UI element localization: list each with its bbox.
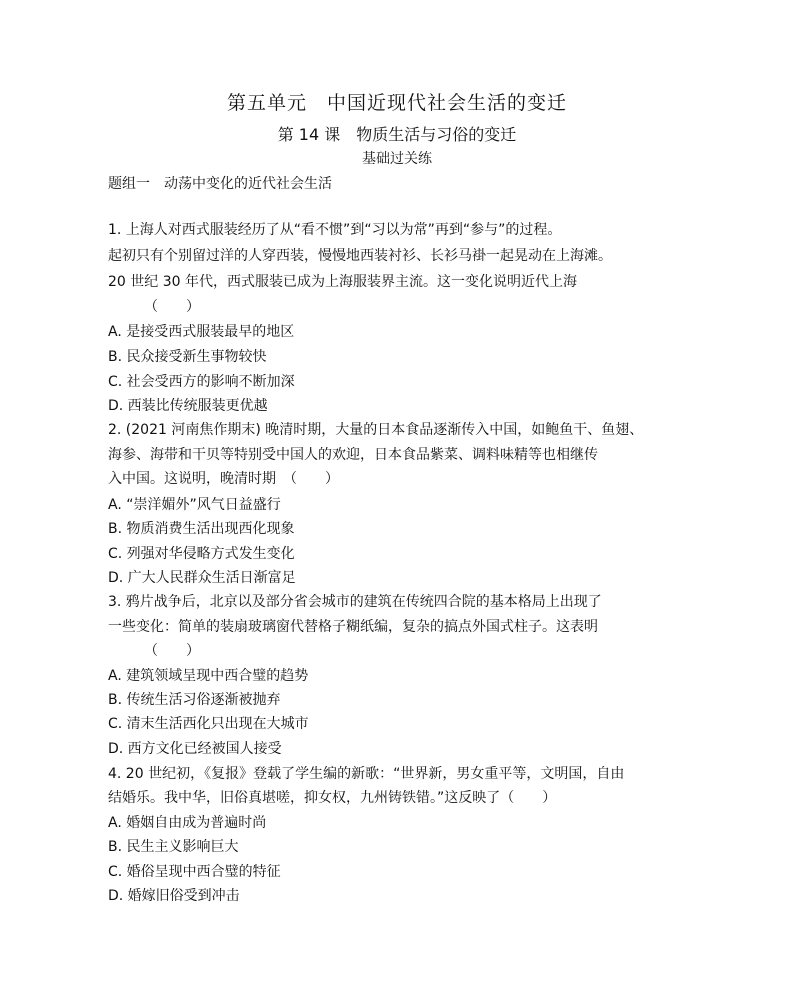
q3-option-c: C. 清末生活西化只出现在大城市	[108, 716, 309, 732]
q3-stem-line-1: 3. 鸦片战争后，北京以及部分省会城市的建筑在传统四合院的基本格局上出现了	[108, 594, 602, 610]
q3-answer-blank: （ ）	[144, 643, 200, 659]
q1-stem-line-1: 1. 上海人对西式服装经历了从“看不惯”到“习以为常”再到“参与”的过程。	[108, 222, 562, 238]
q1-option-b: B. 民众接受新生事物较快	[108, 349, 267, 365]
q1-option-c: C. 社会受西方的影响不断加深	[108, 374, 295, 390]
q3-option-d: D. 西方文化已经被国人接受	[108, 741, 282, 757]
q2-stem-line-3: 入中国。这说明，晚清时期 （ ）	[108, 471, 339, 487]
q4-stem-line-2: 结婚乐。我中华，旧俗真堪嗟，抑女权，九州铸铁错。”这反映了（ ）	[108, 790, 557, 806]
q2-option-d: D. 广大人民群众生活日渐富足	[108, 570, 296, 586]
q4-option-d: D. 婚嫁旧俗受到冲击	[108, 888, 240, 904]
q1-option-a: A. 是接受西式服装最早的地区	[108, 324, 295, 340]
q2-option-c: C. 列强对华侵略方式发生变化	[108, 546, 295, 562]
q1-stem-line-3: 20 世纪 30 年代，西式服装已成为上海服装界主流。这一变化说明近代上海	[108, 274, 577, 290]
q4-option-a: A. 婚姻自由成为普遍时尚	[108, 815, 267, 831]
q2-option-a: A. “崇洋媚外”风气日益盛行	[108, 497, 281, 513]
unit-title: 第五单元 中国近现代社会生活的变迁	[226, 92, 567, 114]
section-title: 基础过关练	[362, 151, 432, 167]
q2-stem-line-2: 海参、海带和干贝等特别受中国人的欢迎，日本食品紫菜、调料味精等也相继传	[108, 447, 598, 463]
q4-stem-line-1: 4. 20 世纪初，《复报》登载了学生编的新歌：“世界新，男女重平等，文明国，自由	[108, 766, 625, 782]
q1-stem-line-2: 起初只有个别留过洋的人穿西装，慢慢地西装衬衫、长衫马褂一起晃动在上海滩。	[108, 248, 612, 264]
group-title: 题组一 动荡中变化的近代社会生活	[108, 176, 332, 192]
q3-stem-line-2: 一些变化：简单的装扇玻璃窗代替格子糊纸编，复杂的搞点外国式柱子。这表明	[108, 619, 598, 635]
q2-option-b: B. 物质消费生活出现西化现象	[108, 521, 295, 537]
q1-option-d: D. 西装比传统服装更优越	[108, 398, 268, 414]
lesson-title: 第 14 课 物质生活与习俗的变迁	[277, 125, 517, 144]
q2-stem-line-1: 2. (2021 河南焦作期末) 晚清时期，大量的日本食品逐渐传入中国，如鲍鱼干、鱼翅、	[108, 422, 644, 438]
q4-option-c: C. 婚俗呈现中西合璧的特征	[108, 864, 281, 880]
q3-option-b: B. 传统生活习俗逐渐被抛弃	[108, 692, 281, 708]
q3-option-a: A. 建筑领域呈现中西合璧的趋势	[108, 668, 309, 684]
q1-answer-blank: （ ）	[144, 299, 200, 315]
q4-option-b: B. 民生主义影响巨大	[108, 839, 239, 855]
